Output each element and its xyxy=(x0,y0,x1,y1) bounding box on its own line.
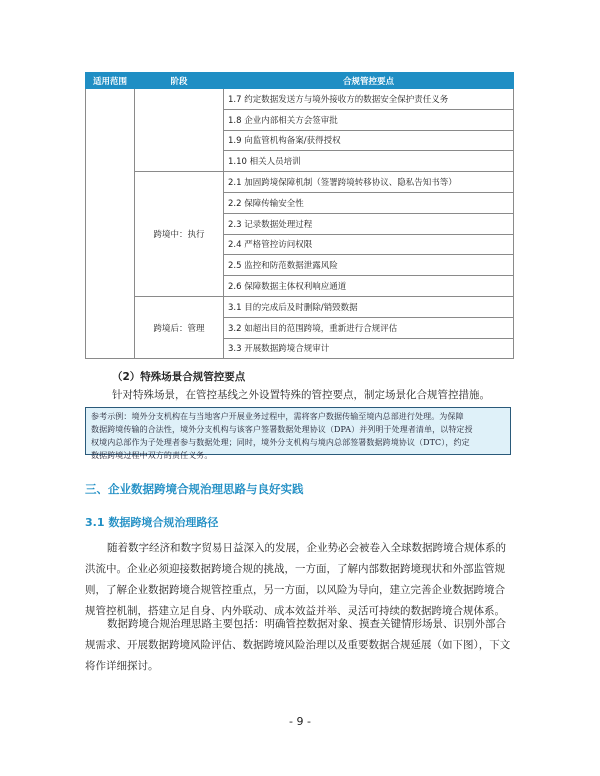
stage-during-cell: 跨境中：执行 xyxy=(135,172,224,297)
page-number: - 9 - xyxy=(289,715,311,728)
table-cell: 1.9 向监管机构备案/获得授权 xyxy=(224,130,514,151)
ref-line: 参考示例：境外分支机构在与当地客户开展业务过程中，需将客户数据传输至境内总部进行处理。为保障 xyxy=(91,412,464,421)
table-cell: 2.1 加固跨境保障机制（签署跨境转移协议、隐私告知书等） xyxy=(224,172,514,193)
special-scenario-paragraph: 针对特殊场景，在管控基线之外设置特殊的管控要点，制定场景化合规管控措施。 xyxy=(112,389,490,401)
header-points: 合规管控要点 xyxy=(224,73,514,89)
header-scope: 适用范围 xyxy=(86,73,135,89)
table-cell: 2.2 保障传输安全性 xyxy=(224,192,514,213)
ref-line: 数据跨境过程中双方的责任义务。 xyxy=(91,451,213,460)
subsection-heading: 3.1 数据跨境合规治理路径 xyxy=(85,516,219,529)
table-cell: 1.8 企业内部相关方会签审批 xyxy=(224,109,514,130)
table-cell: 2.6 保障数据主体权利响应通道 xyxy=(224,276,514,297)
table-cell: 3.3 开展数据跨境合规审计 xyxy=(224,338,514,359)
section-heading: 三、企业数据跨境合规治理思路与良好实践 xyxy=(85,482,304,496)
table-cell: 2.3 记录数据处理过程 xyxy=(224,213,514,234)
body-paragraph-2: 数据跨境合规治理思路主要包括：明确管控数据对象、摸查关键情形场景、识别外部合规需求、开展数据跨境风险评估、数据跨境风险治理以及重要数据合规延展（如下图），下文将作详细探讨。 xyxy=(85,618,511,672)
scope-cell xyxy=(86,89,135,359)
table-cell: 3.1 目的完成后及时删除/销毁数据 xyxy=(224,296,514,317)
sub-heading: （2）特殊场景合规管控要点 xyxy=(112,371,246,383)
ref-line: 权境内总部作为子处理者参与数据处理；同时，境外分支机构与境内总部签署数据跨境协议（DTC），约定 xyxy=(91,438,470,447)
stage-after-cell: 跨境后：管理 xyxy=(135,296,224,358)
table-cell: 2.4 严格管控访问权限 xyxy=(224,234,514,255)
table-row xyxy=(86,89,514,110)
table-cell: 3.2 如超出目的范围跨境，重新进行合规评估 xyxy=(224,317,514,338)
table-cell: 1.7 约定数据发送方与境外接收方的数据安全保护责任义务 xyxy=(224,89,514,110)
body-paragraph-1: 随着数字经济和数字贸易日益深入的发展，企业势必会被卷入全球数据跨境合规体系的洪流中。企业必须迎接数据跨境合规的挑战，一方面，了解内部数据跨境现状和外部监管规则，了解企业数据跨境合规管控重点，另一方面，以风险为导向，建立完善企业数据跨境合规管控机制，搭建立足自身、内外联动、成本效益并举、灵活可持续的数据跨境合规体系。 xyxy=(85,542,506,617)
table-row xyxy=(86,172,514,193)
table-cell: 2.5 监控和防范数据泄露风险 xyxy=(224,255,514,276)
reference-example-box xyxy=(85,407,511,460)
table-header-row xyxy=(86,73,514,89)
stage-before-cell xyxy=(135,89,224,172)
table-cell: 1.10 相关人员培训 xyxy=(224,151,514,172)
table-row xyxy=(86,296,514,317)
ref-line: 数据跨境传输的合法性，境外分支机构与该客户签署数据处理协议（DPA）并列明于处理者清单，以特定授 xyxy=(91,425,473,434)
header-stage: 阶段 xyxy=(135,73,224,89)
compliance-table xyxy=(85,72,514,359)
